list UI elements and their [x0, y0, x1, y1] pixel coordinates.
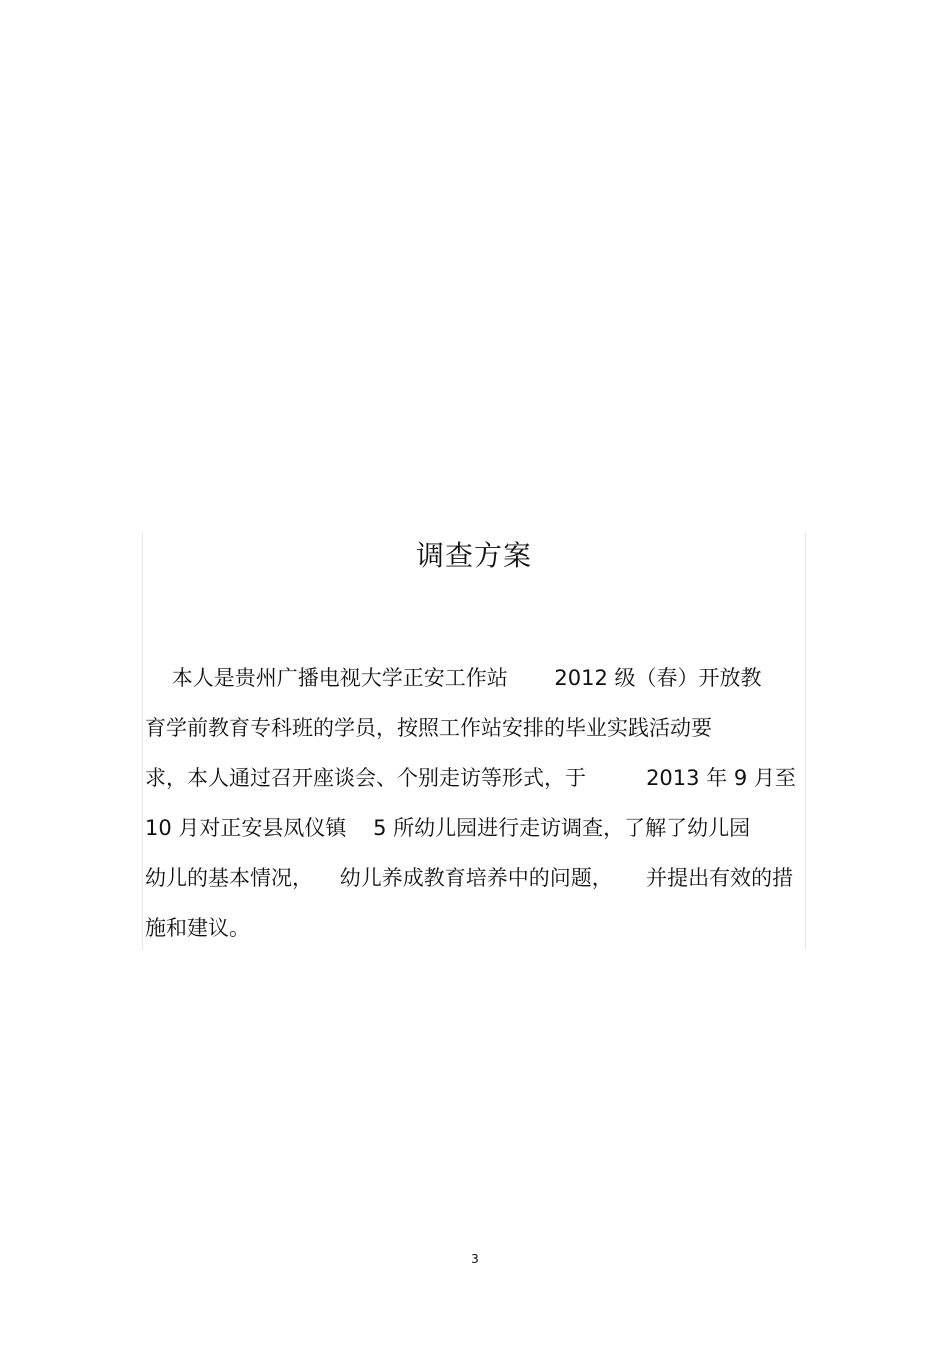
paragraph-line: 幼儿的基本情况， 幼儿养成教育培养中的问题， 并提出有效的措	[145, 866, 794, 890]
paragraph-line: 施和建议。	[145, 916, 250, 940]
paragraph-line: 10 月对正安县凤仪镇 5 所幼儿园进行走访调查，了解了幼儿园	[145, 816, 751, 840]
paragraph-line: 本人是贵州广播电视大学正安工作站 2012 级（春）开放教	[145, 666, 762, 690]
content-frame	[142, 533, 806, 950]
paragraph-line: 育学前教育专科班的学员，按照工作站安排的毕业实践活动要	[145, 716, 712, 740]
paragraph-line: 求，本人通过召开座谈会、个别走访等形式，于 2013 年 9 月至	[145, 766, 796, 790]
page-number: 3	[471, 1252, 479, 1266]
page-title: 调查方案	[415, 539, 532, 572]
